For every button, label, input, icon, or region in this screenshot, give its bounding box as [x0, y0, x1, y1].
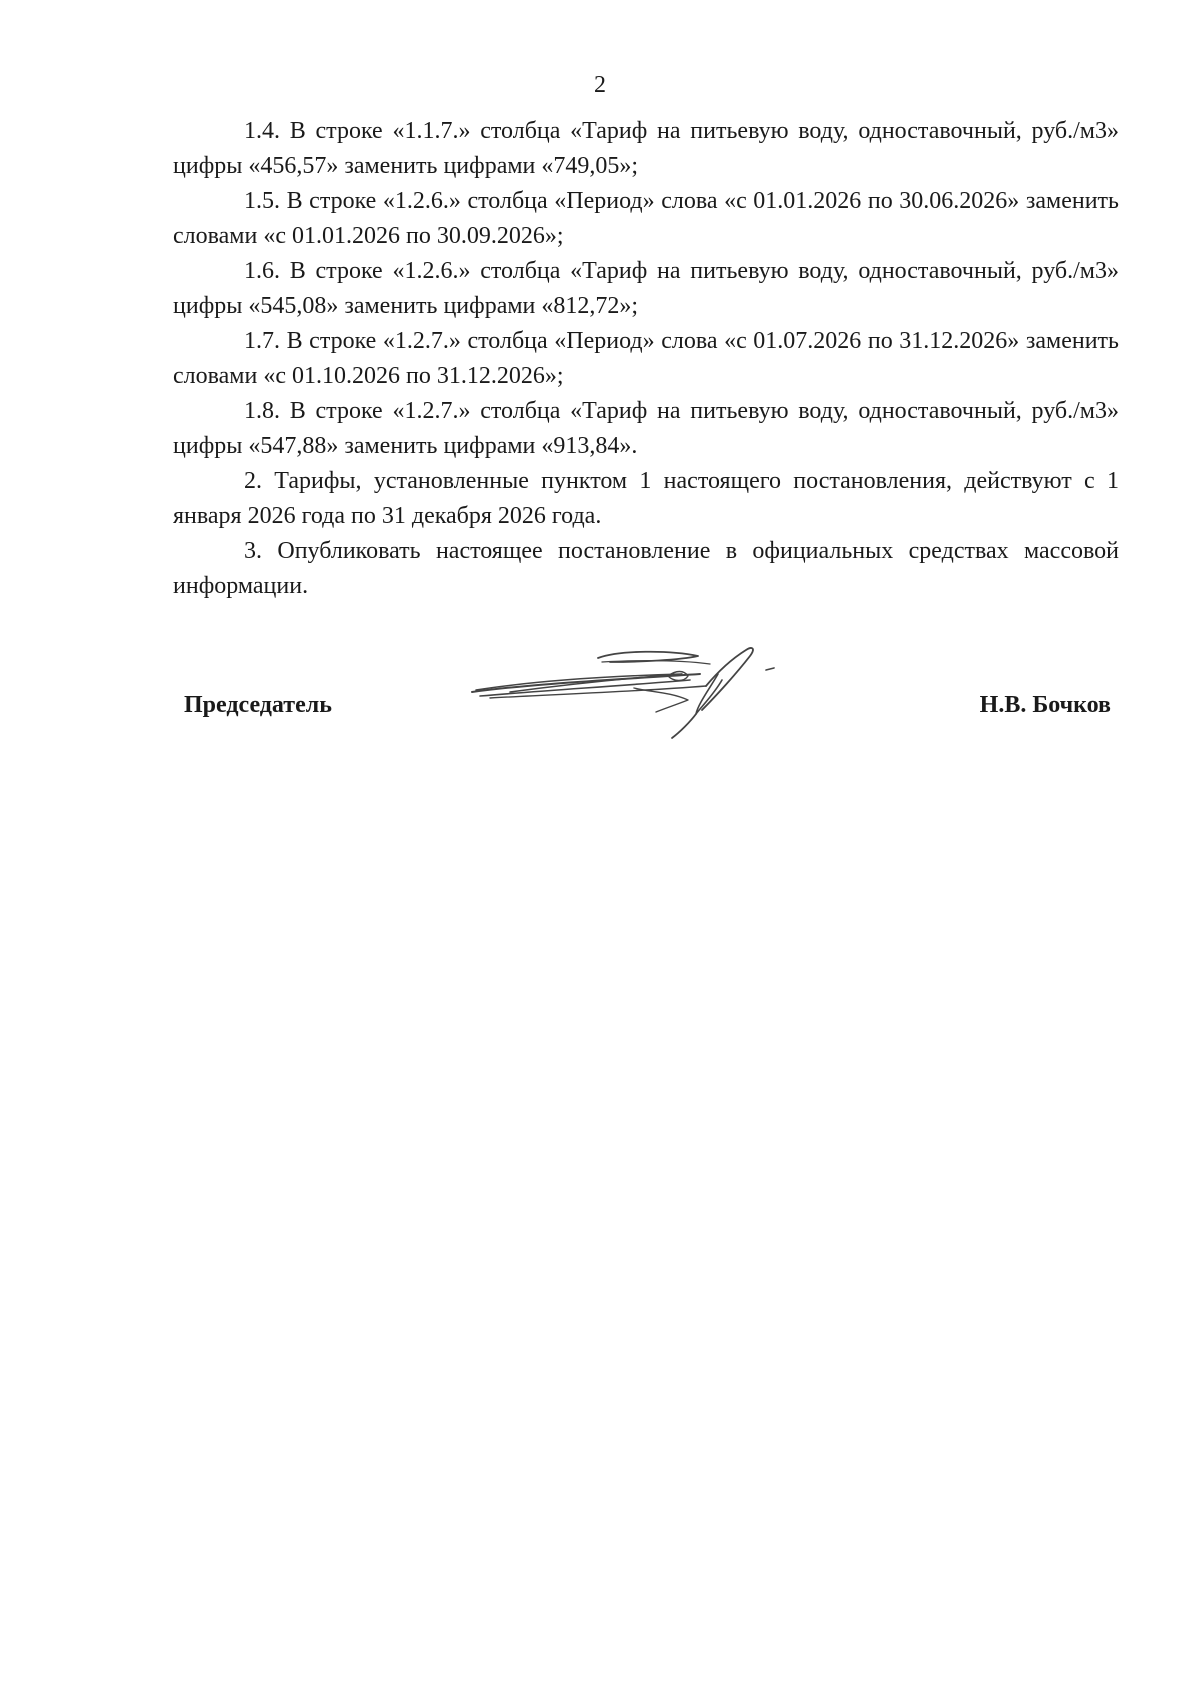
document-body: [173, 114, 1119, 604]
paragraph-2: 2. Тарифы, установленные пунктом 1 настоящего постановления, действуют с 1 января 2026 года по 31 декабря 2026 года.: [173, 468, 1119, 529]
paragraph-1-8: 1.8. В строке «1.2.7.» столбца «Тариф на питьевую воду, одноставочный, руб./м3» цифры «547,88» заменить цифрами «913,84».: [173, 398, 1119, 459]
paragraph-1-4: 1.4. В строке «1.1.7.» столбца «Тариф на питьевую воду, одноставочный, руб./м3» цифры «456,57» заменить цифрами «749,05»;: [173, 118, 1119, 179]
paragraph-1-5: 1.5. В строке «1.2.6.» столбца «Период» слова «с 01.01.2026 по 30.06.2026» заменить словами «с 01.01.2026 по 30.09.2026»;: [173, 188, 1119, 249]
paragraph-3: 3. Опубликовать настоящее постановление в официальных средствах массовой информации.: [173, 538, 1119, 599]
page-number: 2: [594, 72, 606, 98]
signature-block: [0, 640, 1200, 750]
signatory-name: Н.В. Бочков: [979, 692, 1111, 718]
paragraph-1-6: 1.6. В строке «1.2.6.» столбца «Тариф на питьевую воду, одноставочный, руб./м3» цифры «545,08» заменить цифрами «812,72»;: [173, 258, 1119, 319]
paragraph-1-7: 1.7. В строке «1.2.7.» столбца «Период» слова «с 01.07.2026 по 31.12.2026» заменить словами «с 01.10.2026 по 31.12.2026»;: [173, 328, 1119, 389]
handwritten-signature: [470, 640, 790, 750]
signatory-title: Председатель: [184, 692, 332, 718]
